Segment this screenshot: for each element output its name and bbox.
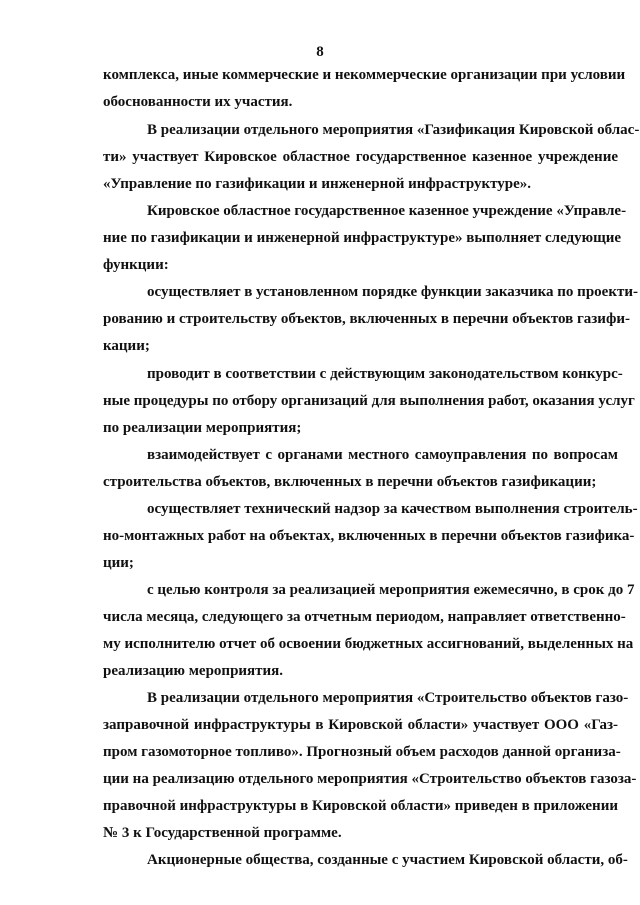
text-line: осуществляет технический надзор за качеством выполнения строитель- (147, 501, 638, 517)
text-line: по реализации мероприятия; (103, 420, 302, 436)
text-line: № 3 к Государственной программе. (103, 825, 342, 841)
text-line: Кировское областное государственное казенное учреждение «Управле- (147, 203, 627, 219)
text-line: осуществляет в установленном порядке функции заказчика по проекти- (147, 284, 638, 300)
text-line: ции; (103, 555, 134, 571)
text-line: заправочной инфраструктуры в Кировской области» участвует ООО «Газ- (103, 717, 618, 733)
text-line: проводит в соответствии с действующим законодательством конкурс- (147, 366, 623, 382)
text-line: му исполнителю отчет об освоении бюджетных ассигнований, выделенных на (103, 636, 634, 652)
text-line: В реализации отдельного мероприятия «Газификация Кировской облас- (147, 122, 640, 138)
text-line: но-монтажных работ на объектах, включенных в перечни объектов газифика- (103, 528, 635, 544)
text-line: рованию и строительству объектов, включенных в перечни объектов газифи- (103, 311, 630, 327)
page-number: 8 (316, 44, 324, 60)
text-line: реализацию мероприятия. (103, 663, 284, 679)
text-line: взаимодействует с органами местного самоуправления по вопросам (147, 447, 618, 463)
text-line: функции: (103, 257, 169, 273)
text-line: пром газомоторное топливо». Прогнозный объем расходов данной организа- (103, 744, 621, 760)
text-line: строительства объектов, включенных в перечни объектов газификации; (103, 474, 597, 490)
text-line: комплекса, иные коммерческие и некоммерческие организации при условии (103, 67, 626, 83)
text-line: В реализации отдельного мероприятия «Строительство объектов газо- (147, 690, 629, 706)
text-line: обоснованности их участия. (103, 94, 293, 110)
text-line: числа месяца, следующего за отчетным периодом, направляет ответственно- (103, 609, 626, 625)
text-line: правочной инфраструктуры в Кировской области» приведен в приложении (103, 798, 618, 814)
text-line: ции на реализацию отдельного мероприятия «Строительство объектов газоза- (103, 771, 637, 787)
text-line: кации; (103, 338, 150, 354)
text-line: Акционерные общества, созданные с участием Кировской области, об- (147, 852, 628, 868)
text-line: с целью контроля за реализацией мероприятия ежемесячно, в срок до 7 (147, 582, 635, 598)
text-line: ти» участвует Кировское областное государственное казенное учреждение (103, 149, 618, 165)
text-line: ные процедуры по отбору организаций для выполнения работ, оказания услуг (103, 393, 635, 409)
text-line: «Управление по газификации и инженерной инфраструктуре». (103, 176, 532, 192)
text-line: ние по газификации и инженерной инфраструктуре» выполняет следующие (103, 230, 622, 246)
